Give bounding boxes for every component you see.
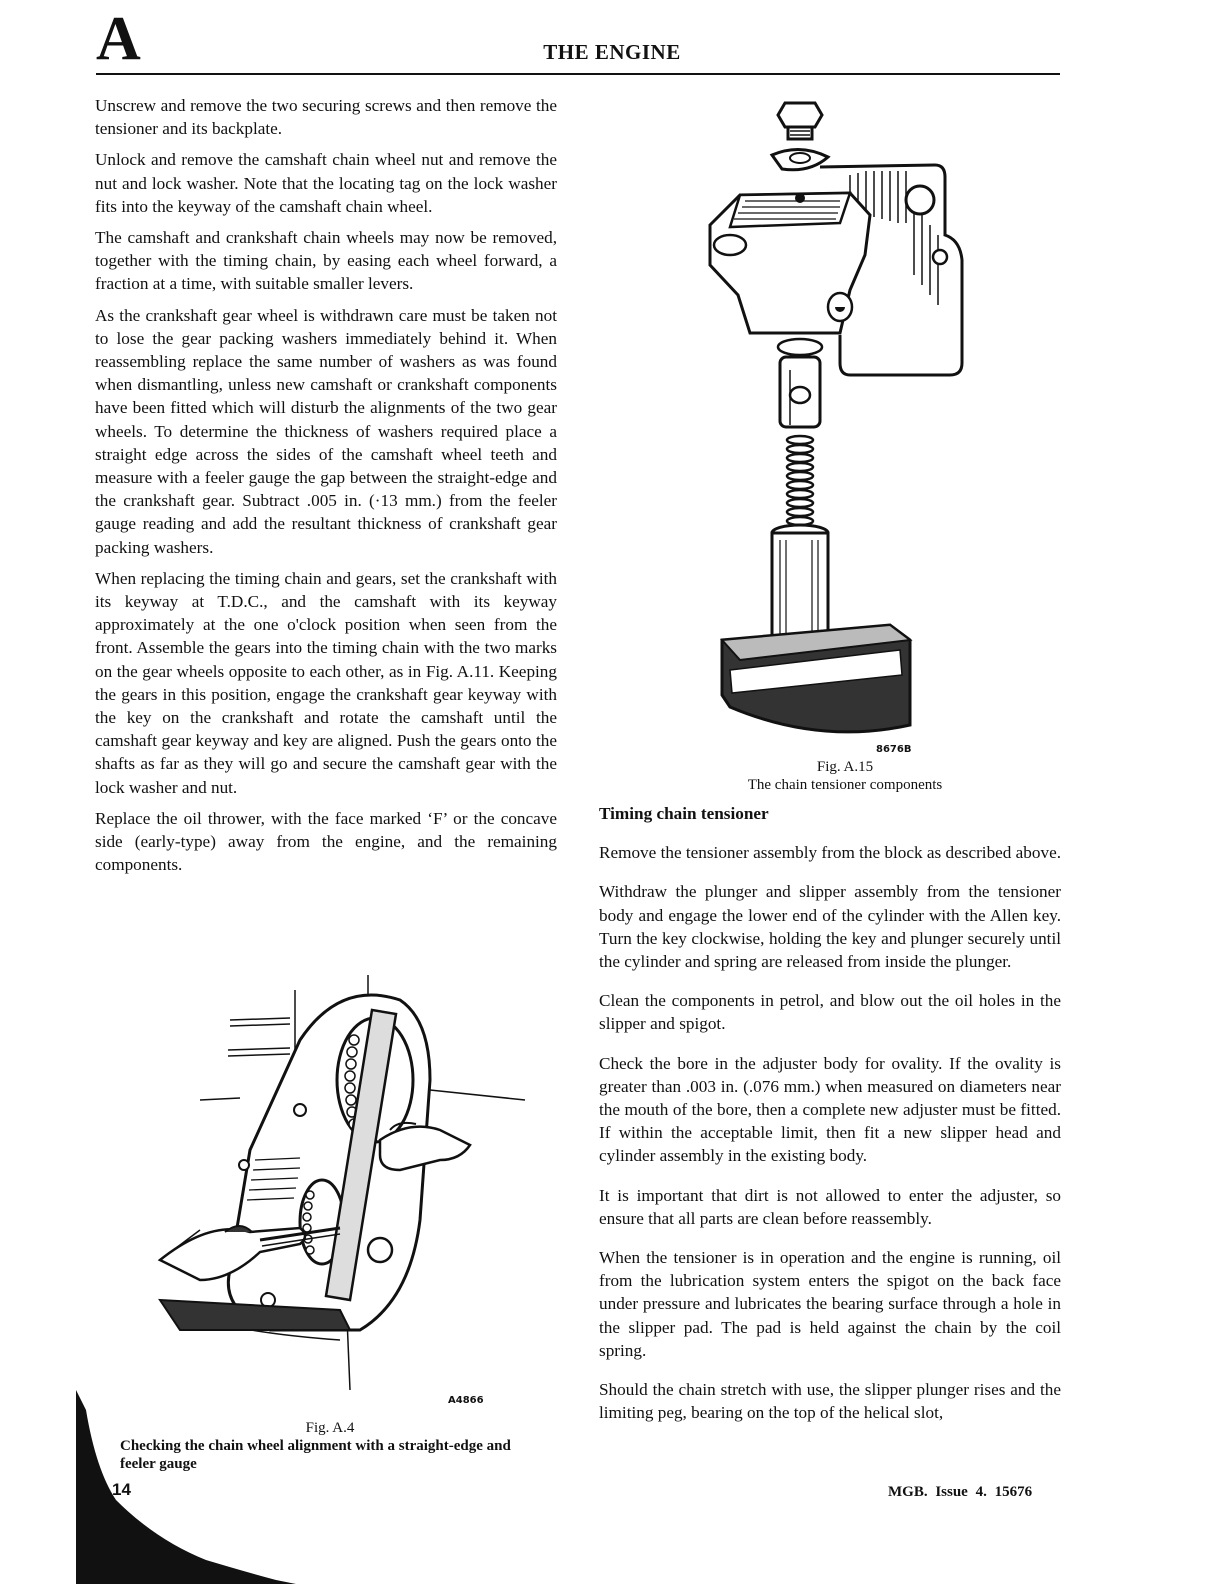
paragraph: Clean the components in petrol, and blow out the oil holes in the slipper and spigot. xyxy=(599,991,1061,1034)
tensioner-illustration xyxy=(700,95,990,755)
figure-reference-code: 8676B xyxy=(876,744,912,755)
paragraph: Should the chain stretch with use, the slipper plunger rises and the limiting peg, bearing on the top of the helical slot, xyxy=(599,1380,1061,1423)
paragraph: When the tensioner is in operation and the engine is running, oil from the lubrication system enters the spigot on the back face under pressure and lubricates the bearing surface through a hole in the slipper pad. The pad is held against the chain by the coil spring. xyxy=(599,1248,1061,1360)
paragraph: As the crankshaft gear wheel is withdrawn care must be taken not to lose the gear packing washers immediately behind it. When reassembling replace the same number of washers as was found when dismantling, unless new camshaft or crankshaft components have been fitted which will disturb the alignments of the two gear wheels. To determine the thickness of washers required place a straight edge across the sides of the camshaft wheel teeth and measure with a feeler gauge the gap between the straight-edge and the crankshaft gear. Subtract .005 in. (·13 mm.) from the feeler gauge reading and add the resultant thickness of crankshaft gear packing washers. xyxy=(95,305,557,557)
left-column xyxy=(95,94,557,885)
figure-caption-text: Checking the chain wheel alignment with a straight-edge and xyxy=(120,1438,511,1454)
page-number: 14 xyxy=(112,1480,131,1499)
figure-reference-code: A4866 xyxy=(448,1395,484,1406)
paragraph: Check the bore in the adjuster body for ovality. If the ovality is greater than .003 in. (.076 mm.) when measured on diameters near the mouth of the bore, then a complete new adjuster must be fitted. If within the acceptable limit, then fit a new slipper head and cylinder assembly in the existing body. xyxy=(599,1053,1061,1166)
figure-label: Fig. A.4 xyxy=(305,1420,355,1436)
section-heading: Timing chain tensioner xyxy=(599,804,769,823)
figure-caption-text-continued: feeler gauge xyxy=(120,1456,197,1472)
paragraph: Replace the oil thrower, with the face marked ‘F’ or the concave side (early-type) away from the engine, and the remaining components. xyxy=(95,808,557,875)
footer-text: MGB. Issue 4. 15676 xyxy=(888,1484,1033,1500)
figure-caption xyxy=(700,758,990,794)
paragraph: The camshaft and crankshaft chain wheels may now be removed, together with the timing chain, by easing each wheel forward, a fraction at a time, with suitable smaller levers. xyxy=(95,228,557,294)
header-rule xyxy=(96,73,1060,75)
paragraph: Remove the tensioner assembly from the block as described above. xyxy=(599,843,1062,863)
right-column xyxy=(599,802,1061,1440)
section-letter: A xyxy=(96,5,141,73)
alignment-check-illustration xyxy=(140,970,540,1410)
figure-caption-text: The chain tensioner components xyxy=(747,777,943,793)
page-title: THE ENGINE xyxy=(543,40,681,64)
figure-label: Fig. A.15 xyxy=(816,759,874,775)
scan-shadow xyxy=(76,1390,296,1584)
paragraph: Withdraw the plunger and slipper assembly from the tensioner body and engage the lower end of the cylinder with the Allen key. Turn the key clockwise, holding the key and plunger securely until the cylinder and spring are released from inside the plunger. xyxy=(599,882,1061,972)
paragraph: When replacing the timing chain and gears, set the crankshaft with its keyway at T.D.C., and the camshaft with its keyway approximately at the one o'clock position when seen from the front. Assemble the gears into the timing chain with the two marks on the gear wheels opposite to each other, as in Fig. A.11. Keeping the gears in this position, engage the crankshaft gear keyway with the key on the crankshaft and rotate the camshaft until the camshaft gear keyway and key are aligned. Push the gears onto the shafts as far as they will go and secure the camshaft gear with the lock washer and nut. xyxy=(95,568,557,797)
paragraph: Unlock and remove the camshaft chain wheel nut and remove the nut and lock washer. Note that the locating tag on the lock washer fits into the keyway of the camshaft chain wheel. xyxy=(95,150,557,216)
paragraph: Unscrew and remove the two securing screws and then remove the tensioner and its backplate. xyxy=(95,96,557,139)
paragraph: It is important that dirt is not allowed to enter the adjuster, so ensure that all parts are clean before reassembly. xyxy=(599,1185,1061,1228)
